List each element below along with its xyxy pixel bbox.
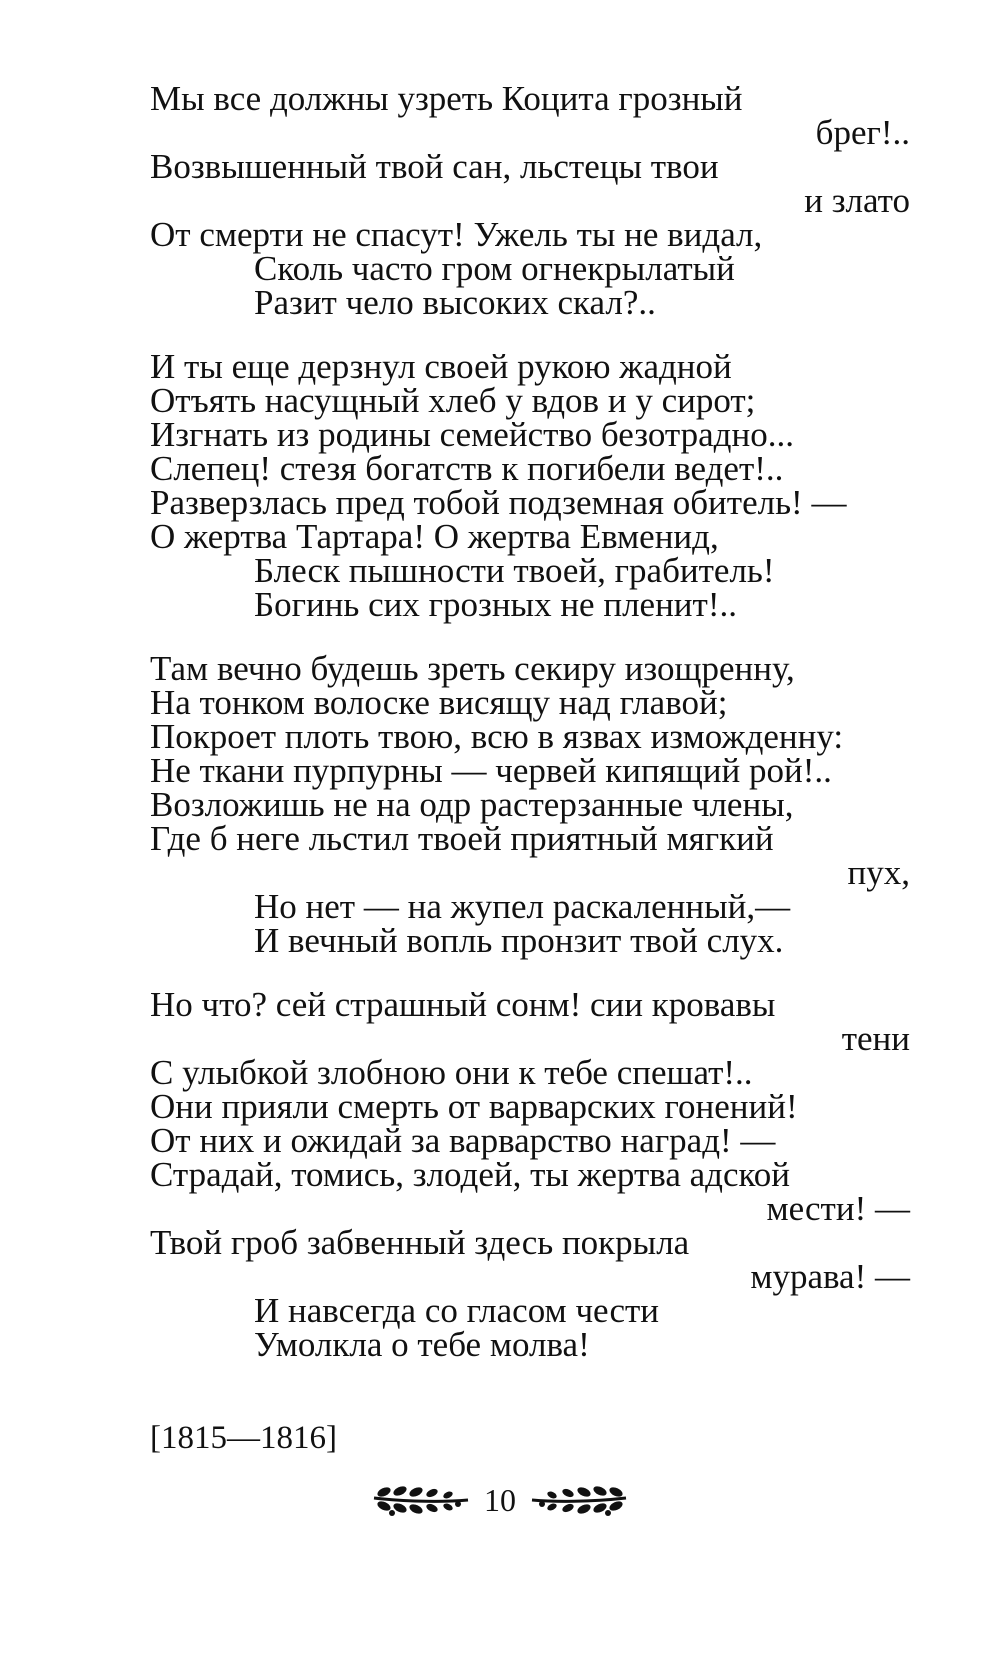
page-footer [0, 1470, 1000, 1530]
poem-line: И ты еще дерзнул своей рукою жадной [150, 347, 732, 386]
poem-date: [1815—1816] [150, 1420, 337, 1456]
poem-line: мести! — [766, 1189, 910, 1228]
page-number: 10 [484, 1481, 516, 1518]
poem-line: Не ткани пурпурны — червей кипящий рой!.. [150, 751, 832, 790]
laurel-branch-icon [530, 1480, 630, 1520]
poem-line: мурава! — [750, 1257, 910, 1296]
poem-line: тени [841, 1019, 910, 1058]
poem-line: Где б неге льстил твоей приятный мягкий [150, 819, 774, 858]
poem-line: Умолкла о тебе молва! [254, 1325, 590, 1364]
poem-line: Изгнать из родины семейство безотрадно... [150, 415, 794, 454]
poem-line: Отъять насущный хлеб у вдов и у сирот; [150, 381, 756, 420]
poem-line: Сколь часто гром огнекрылатый [254, 249, 735, 288]
poem-line: Твой гроб забвенный здесь покрыла [150, 1223, 690, 1262]
poem-line: Они прияли смерть от варварских гонений! [150, 1087, 798, 1126]
poem-line: Но нет — на жупел раскаленный,— [254, 887, 791, 926]
poem-line: Разит чело высоких скал?.. [254, 283, 656, 322]
stanza [150, 985, 910, 1364]
poem-line: Мы все должны узреть Коцита грозный [150, 79, 743, 118]
poem-line: пух, [847, 853, 910, 892]
poem-line: Богинь сих грозных не пленит!.. [254, 585, 737, 624]
poem-line: и злато [804, 181, 910, 220]
poem-line: Но что? сей страшный сонм! сии кровавы [150, 985, 776, 1024]
poem-line: Слепец! стезя богатств к погибели ведет!.. [150, 449, 784, 488]
stanza [150, 79, 910, 322]
poem-line: Покроет плоть твою, всю в язвах изможденну: [150, 717, 844, 756]
poem-line: Блеск пышности твоей, грабитель! [254, 551, 775, 590]
stanza [150, 649, 910, 960]
poem-line: С улыбкой злобною они к тебе спешат!.. [150, 1053, 753, 1092]
poem-line: На тонком волоске висящу над главой; [150, 683, 728, 722]
poem-line: Возвышенный твой сан, льстецы твои [150, 147, 719, 186]
stanza [150, 347, 910, 624]
poem-line: И навсегда со гласом чести [254, 1291, 660, 1330]
laurel-branch-icon [370, 1480, 470, 1520]
poem-line: Там вечно будешь зреть секиру изощренну, [150, 649, 795, 688]
poem-line: Возложишь не на одр растерзанные члены, [150, 785, 794, 824]
poem-line: О жертва Тартара! О жертва Евменид, [150, 517, 719, 556]
poem-line: От смерти не спасут! Ужель ты не видал, [150, 215, 763, 254]
poem-line: Разверзлась пред тобой подземная обитель! — [150, 483, 847, 522]
poem-line: И вечный вопль пронзит твой слух. [254, 921, 784, 960]
poem-line: Страдай, томись, злодей, ты жертва адской [150, 1155, 790, 1194]
poem-line: брег!.. [815, 113, 910, 152]
poem-text [150, 79, 910, 1392]
poem-line: От них и ожидай за варварство наград! — [150, 1121, 776, 1160]
